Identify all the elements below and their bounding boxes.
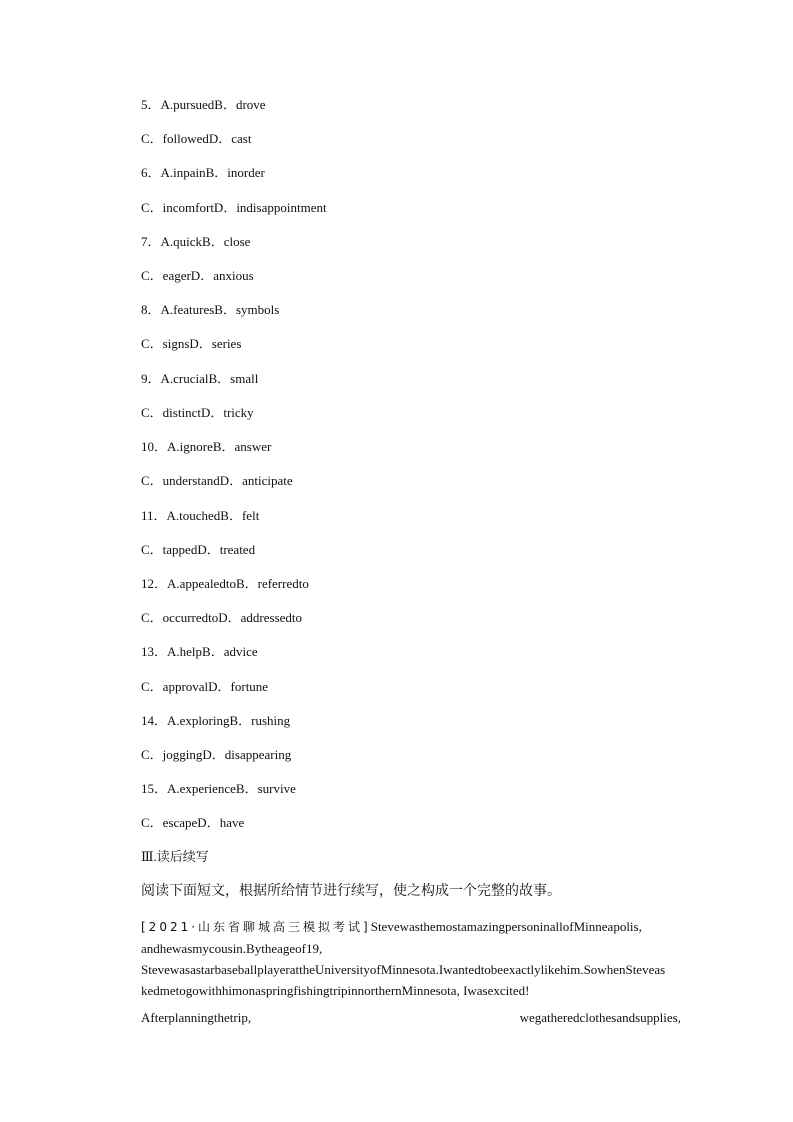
paragraph-2-end: wegatheredclothesandsupplies, — [519, 1010, 681, 1025]
question-10-options-cd: C．understandD．anticipate — [141, 473, 293, 488]
question-8-options-ab: 8．A.featuresB．symbols — [141, 302, 280, 317]
task-instruction: 阅读下面短文，根据所给情节进行续写，使之构成一个完整的故事。 — [141, 883, 561, 899]
question-15-options-cd: C．escapeD．have — [141, 815, 245, 830]
paragraph-line-3: StevewasastarbaseballplayerattheUniversityofMinnesota.Iwantedtobeexactlylikehim.SowhenSteveas — [141, 962, 666, 977]
question-13-options-ab: 13．A.helpB．advice — [141, 644, 258, 659]
story-paragraph-2 — [141, 1007, 681, 1028]
question-11-options-ab: 11．A.touchedB．felt — [141, 508, 260, 523]
section-heading: Ⅲ.读后续写 — [141, 849, 209, 864]
paragraph-line-1-text: StevewasthemostamazingpersoninallofMinneapolis, — [370, 919, 642, 934]
paragraph-line-1 — [141, 916, 681, 938]
question-12-options-cd: C．occurredtoD．addressedto — [141, 610, 303, 625]
question-13-options-cd: C．approvalD．fortune — [141, 679, 269, 694]
question-7-options-ab: 7．A.quickB．close — [141, 234, 251, 249]
question-12-options-ab: 12．A.appealedtoB．referredto — [141, 576, 309, 591]
source-citation: [2021·山东省聊城高三模拟考试] — [141, 920, 371, 934]
question-6-options-cd: C．incomfortD．indisappointment — [141, 200, 327, 215]
question-5-options-ab: 5．A.pursuedB．drove — [141, 97, 266, 112]
question-10-options-ab: 10．A.ignoreB．answer — [141, 439, 272, 454]
question-11-options-cd: C．tappedD．treated — [141, 542, 256, 557]
question-8-options-cd: C．signsD．series — [141, 336, 242, 351]
question-9-options-ab: 9．A.crucialB．small — [141, 371, 259, 386]
paragraph-line-2: andhewasmycousin.Bytheageof19, — [141, 941, 323, 956]
paragraph-line-4: kedmetogowithhimonaspringfishingtripinnorthernMinnesota, Iwasexcited! — [141, 983, 530, 998]
question-14-options-cd: C．joggingD．disappearing — [141, 747, 292, 762]
question-6-options-ab: 6．A.inpainB．inorder — [141, 165, 265, 180]
paragraph-2-start: Afterplanningthetrip, — [141, 1010, 252, 1025]
question-15-options-ab: 15．A.experienceB．survive — [141, 781, 296, 796]
question-9-options-cd: C．distinctD．tricky — [141, 405, 254, 420]
question-5-options-cd: C．followedD．cast — [141, 131, 252, 146]
question-14-options-ab: 14．A.exploringB．rushing — [141, 713, 291, 728]
question-7-options-cd: C．eagerD．anxious — [141, 268, 254, 283]
story-paragraph-1 — [141, 916, 681, 1001]
